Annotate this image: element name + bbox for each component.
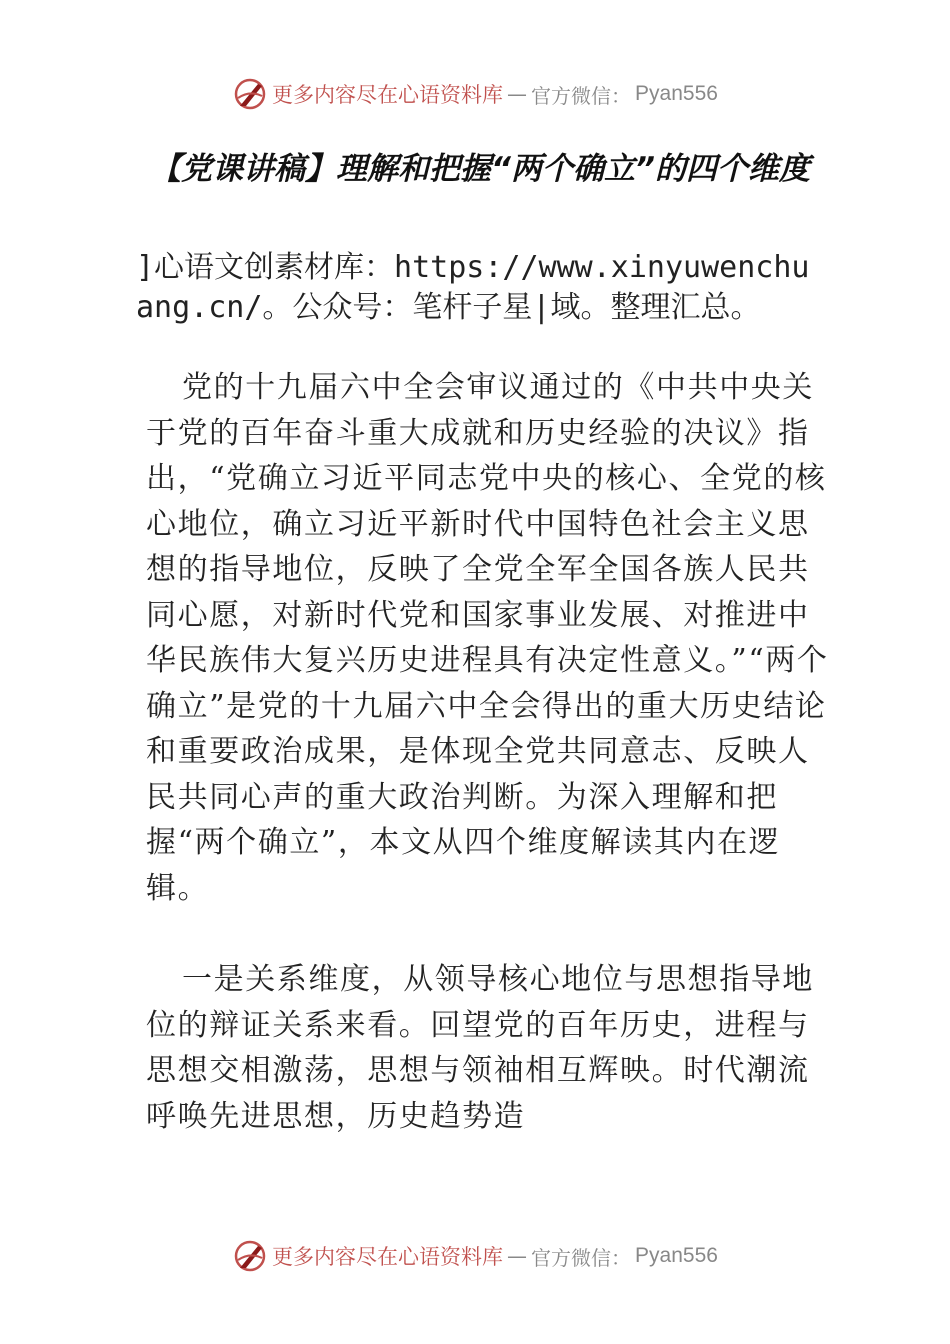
document-title: 【党课讲稿】理解和把握“两个确立”的四个维度 — [150, 151, 810, 187]
watermark-banner-bottom — [0, 1236, 950, 1276]
body-paragraph-2: 一是关系维度，从领导核心地位与思想指导地位的辩证关系来看。回望党的百年历史，进程与思想交相激荡，思想与领袖相互辉映。时代潮流呼唤先进思想，历史趋势造 — [146, 962, 814, 1134]
watermark-main-text: 更多内容尽在心语资料库 — [272, 1245, 504, 1269]
body-paragraph-1: 党的十九届六中全会审议通过的《中共中央关于党的百年奋斗重大成就和历史经验的决议》指出，“党确立习近平同志党中央的核心、全党的核心地位，确立习近平新时代中国特色社会主义思想的指导地位，反映了全党全军全国各族人民共同心愿，对新时代党和国家事业发展、对推进中华民族伟大复兴历史进程具有决定性意义。”“两个确立”是党的十九届六中全会得出的重大历史结论和重要政治成果，是体现全党共同意志、反映人民共同心声的重大政治判断。为深入理解和把握“两个确立”，本文从四个维度解读其内在逻辑。 — [146, 370, 829, 906]
quill-logo-icon — [232, 1238, 268, 1274]
quill-logo-icon — [232, 76, 268, 112]
watermark-dash: — — [507, 82, 528, 106]
source-note: ]心语文创素材库：https://www.xinyuwenchuang.cn/。公众号：笔杆子星|域。整理汇总。 — [136, 250, 810, 325]
watermark-dash: — — [507, 1244, 528, 1268]
watermark-sub-text: 官方微信： — [531, 1245, 632, 1270]
watermark-wechat-id: Pyan556 — [635, 1244, 718, 1267]
watermark-sub-text: 官方微信： — [531, 83, 632, 108]
watermark-wechat-id: Pyan556 — [635, 82, 718, 105]
watermark-banner-top — [0, 74, 950, 114]
watermark-main-text: 更多内容尽在心语资料库 — [272, 83, 504, 107]
